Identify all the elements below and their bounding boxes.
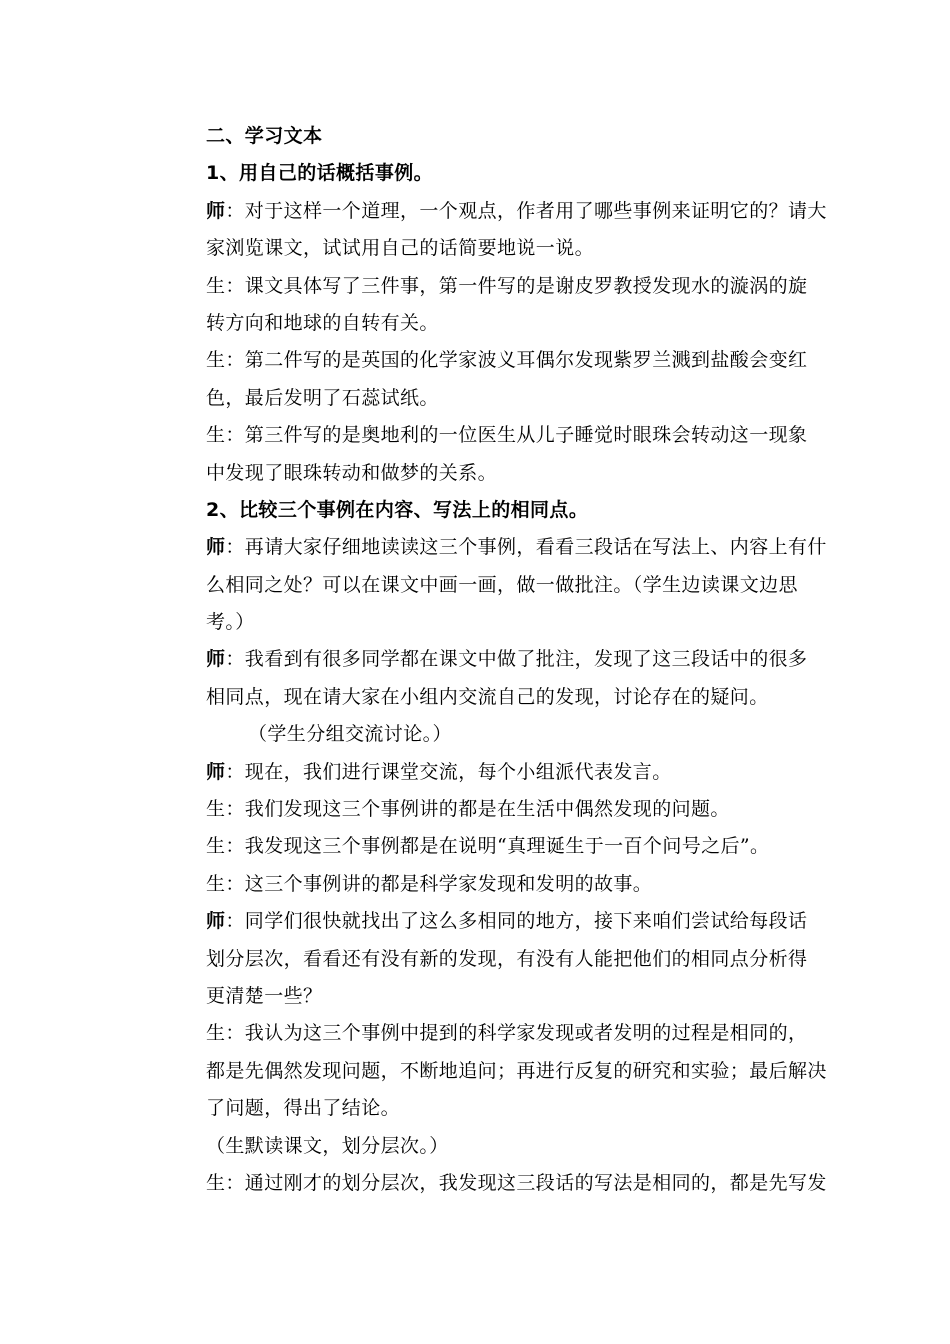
speaker-label: 师	[206, 648, 226, 671]
paragraph-text: ：这三个事例讲的都是科学家发现和发明的故事。	[225, 872, 653, 895]
speaker-label: 师	[206, 199, 226, 222]
speaker-label: 生	[206, 424, 226, 447]
paragraph-line: 更清楚一些？	[206, 984, 323, 1007]
paragraph-line: 家浏览课文，试试用自己的话简要地说一说。	[206, 237, 595, 260]
paragraph-line: 么相同之处？可以在课文中画一画，做一做批注。（学生边读课文边思	[206, 573, 798, 596]
speaker-label: 师	[206, 760, 226, 783]
speaker-label: 生	[206, 274, 226, 297]
paragraph-text: ：对于这样一个道理，一个观点，作者用了哪些事例来证明它的？请大	[225, 199, 827, 222]
speaker-label: 生	[206, 872, 226, 895]
paragraph-text: ：我看到有很多同学都在课文中做了批注，发现了这三段话中的很多	[225, 648, 808, 671]
paragraph-line: 了问题，得出了结论。	[206, 1097, 401, 1120]
speaker-label: 生	[206, 1022, 226, 1045]
paragraph-line	[206, 417, 806, 454]
speaker-label: 生	[206, 798, 226, 821]
paragraph-line	[206, 754, 806, 791]
paragraph-text: ：现在，我们进行课堂交流，每个小组派代表发言。	[225, 760, 672, 783]
paragraph-line	[206, 529, 827, 566]
paragraph-line: 考。）	[206, 611, 255, 634]
paragraph-line	[206, 903, 806, 940]
paragraph-text: ：我们发现这三个事例讲的都是在生活中偶然发现的问题。	[225, 798, 730, 821]
paragraph-line	[206, 1015, 806, 1052]
section-title: 二、学习文本	[206, 125, 323, 147]
paragraph-line	[206, 641, 806, 678]
paragraph-text: ：我发现这三个事例都是在说明“真理诞生于一百个问号之后”。	[225, 835, 770, 858]
paragraph-line	[206, 1165, 827, 1202]
paragraph-text: ：第二件写的是英国的化学家波义耳偶尔发现紫罗兰溅到盐酸会变红	[225, 349, 808, 372]
paragraph-line: 划分层次，看看还有没有新的发现，有没有人能把他们的相同点分析得	[206, 947, 808, 970]
paragraph-line	[206, 342, 806, 379]
subsection-title-1: 1、用自己的话概括事例。	[206, 162, 434, 185]
paragraph-text: ：再请大家仔细地读读这三个事例，看看三段话在写法上、内容上有什	[225, 536, 827, 559]
paragraph-line: 色，最后发明了石蕊试纸。	[206, 386, 439, 409]
paragraph-line: 相同点，现在请大家在小组内交流自己的发现，讨论存在的疑问。	[206, 685, 769, 708]
paragraph-line	[206, 193, 827, 230]
stage-direction: （生默读课文，划分层次。）	[206, 1134, 449, 1157]
document-page	[206, 118, 827, 1202]
speaker-label: 生	[206, 349, 226, 372]
paragraph-text: ：课文具体写了三件事，第一件写的是谢皮罗教授发现水的漩涡的旋	[225, 274, 808, 297]
speaker-label: 生	[206, 835, 226, 858]
paragraph-line	[206, 268, 806, 305]
speaker-label: 师	[206, 910, 226, 933]
paragraph-text: ：通过刚才的划分层次，我发现这三段话的写法是相同的，都是先写发	[225, 1171, 827, 1194]
paragraph-text: ：我认为这三个事例中提到的科学家发现或者发明的过程是相同的，	[225, 1022, 808, 1045]
speaker-label: 师	[206, 536, 226, 559]
stage-direction: （学生分组交流讨论。）	[248, 723, 452, 746]
speaker-label: 生	[206, 1171, 226, 1194]
paragraph-text: ：第三件写的是奥地利的一位医生从儿子睡觉时眼珠会转动这一现象	[225, 424, 808, 447]
subsection-title-2: 2、比较三个事例在内容、写法上的相同点。	[206, 498, 589, 521]
paragraph-text: ：同学们很快就找出了这么多相同的地方，接下来咱们尝试给每段话	[225, 910, 808, 933]
paragraph-line	[206, 791, 806, 828]
paragraph-line: 中发现了眼珠转动和做梦的关系。	[206, 461, 498, 484]
paragraph-line	[206, 866, 806, 903]
paragraph-line	[206, 828, 806, 865]
paragraph-line: 都是先偶然发现问题，不断地追问；再进行反复的研究和实验；最后解决	[206, 1059, 827, 1082]
paragraph-line: 转方向和地球的自转有关。	[206, 311, 439, 334]
